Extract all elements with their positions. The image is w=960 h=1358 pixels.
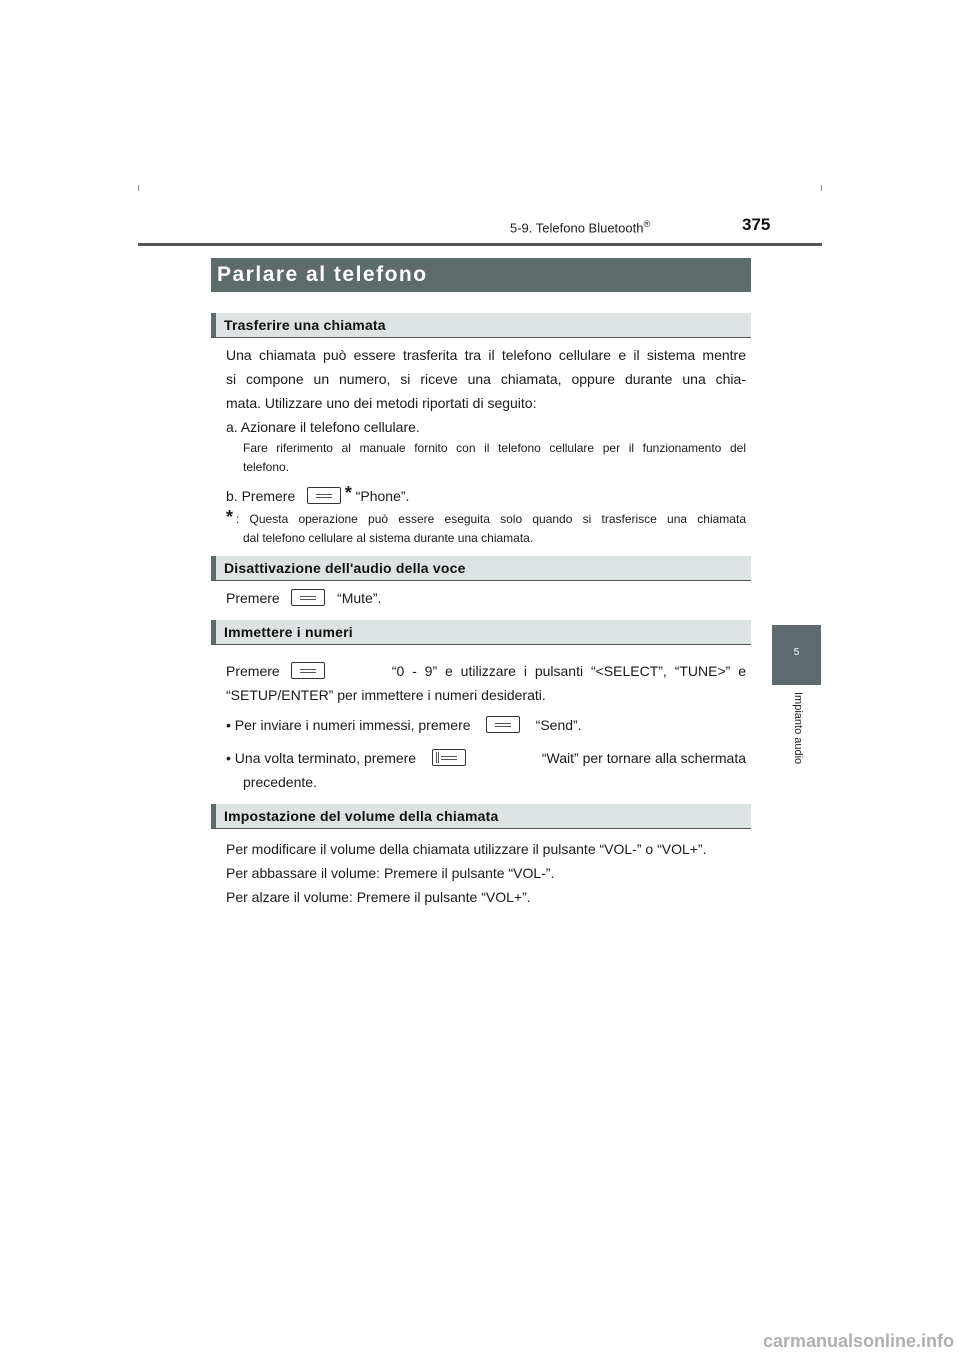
transfer-line-2: si compone un numero, si riceve una chiamata, oppure durante una chia-: [226, 371, 746, 387]
mute-suffix: “Mute”.: [337, 590, 382, 606]
transfer-line-3: mata. Utilizzare uno dei metodi riportati di seguito:: [226, 395, 537, 411]
section-header: [510, 219, 650, 235]
bullet-2-prefix: • Una volta terminato, premere: [226, 750, 417, 766]
volume-line-3: Per alzare il volume: Premere il pulsante “VOL+”.: [226, 889, 531, 905]
registered-mark: ®: [643, 219, 651, 229]
transfer-line-1: Una chiamata può essere trasferita tra il telefono cellulare e il sistema mentre: [226, 347, 746, 363]
transfer-item-b: [226, 481, 409, 508]
volume-line-2: Per abbassare il volume: Premere il pulsante “VOL-”.: [226, 865, 555, 881]
heading-accent-bar: [211, 620, 216, 644]
section-heading-transfer: [211, 313, 751, 338]
bullet-1-suffix: “Send”.: [535, 717, 582, 733]
section-heading-mute: [211, 556, 751, 581]
crop-mark-left: [138, 185, 139, 191]
numbers-line-1-left: [226, 659, 325, 683]
footnote-line-1: : Questa operazione può essere eseguita solo quando si trasferisce una chiamata: [236, 512, 746, 526]
section-heading-numbers: [211, 620, 751, 645]
screen-button-icon: [291, 589, 325, 606]
transfer-note-a-line-2: telefono.: [243, 460, 290, 474]
numbers-suffix: “0 - 9” e utilizzare i pulsanti “<SELECT”, “TUNE>” e: [391, 663, 746, 679]
footnote-mark: [226, 508, 233, 531]
bullet-2-left: [226, 746, 466, 770]
heading-accent-bar: [211, 804, 216, 828]
numbers-prefix: Premere: [226, 663, 280, 679]
numbers-bullet-2-line-2: precedente.: [243, 774, 317, 790]
transfer-item-a: a. Azionare il telefono cellulare.: [226, 419, 420, 435]
chapter-tab[interactable]: 5: [772, 625, 821, 685]
screen-button-icon: [307, 487, 341, 504]
section-heading-volume: [211, 804, 751, 829]
item-b-suffix: “Phone”.: [355, 488, 410, 504]
footnote-asterisk: *: [226, 507, 234, 527]
chapter-label: Impianto audio: [792, 692, 804, 765]
numbers-bullet-2: [226, 746, 746, 770]
heading-accent-bar: [211, 313, 216, 337]
transfer-note-a-line-1: Fare riferimento al manuale fornito con il telefono cellulare per il funzionamento del: [243, 441, 746, 455]
page-title: Parlare al telefono: [211, 258, 751, 292]
page-number: 375: [742, 215, 771, 234]
numbers-line-1: [226, 659, 746, 683]
section-title: 5-9. Telefono Bluetooth: [510, 220, 644, 236]
numbers-bullet-1: [226, 713, 582, 737]
screen-button-icon: [291, 662, 325, 679]
heading-text: Trasferire una chiamata: [224, 317, 386, 333]
volume-line-1: Per modificare il volume della chiamata utilizzare il pulsante “VOL-” o “VOL+”.: [226, 841, 707, 857]
header-rule: [138, 243, 822, 246]
mute-instruction: [226, 586, 381, 610]
heading-text: Immettere i numeri: [224, 624, 353, 640]
footnote-line-2: dal telefono cellulare al sistema durante una chiamata.: [243, 531, 534, 545]
crop-mark-right: [821, 185, 822, 191]
bullet-1-prefix: • Per inviare i numeri immessi, premere: [226, 717, 471, 733]
numbers-line-2: “SETUP/ENTER” per immettere i numeri desiderati.: [226, 687, 546, 703]
mute-prefix: Premere: [226, 590, 280, 606]
watermark: carmanualsonline.info: [762, 1331, 954, 1351]
item-b-prefix: b. Premere: [226, 488, 296, 504]
asterisk-mark: *: [344, 483, 352, 503]
heading-text: Disattivazione dell'audio della voce: [224, 560, 466, 576]
bullet-2-suffix: “Wait” per tornare alla schermata: [541, 750, 746, 766]
heading-text: Impostazione del volume della chiamata: [224, 808, 499, 824]
wait-button-icon: [432, 749, 466, 766]
heading-accent-bar: [211, 556, 216, 580]
screen-button-icon: [486, 716, 520, 733]
